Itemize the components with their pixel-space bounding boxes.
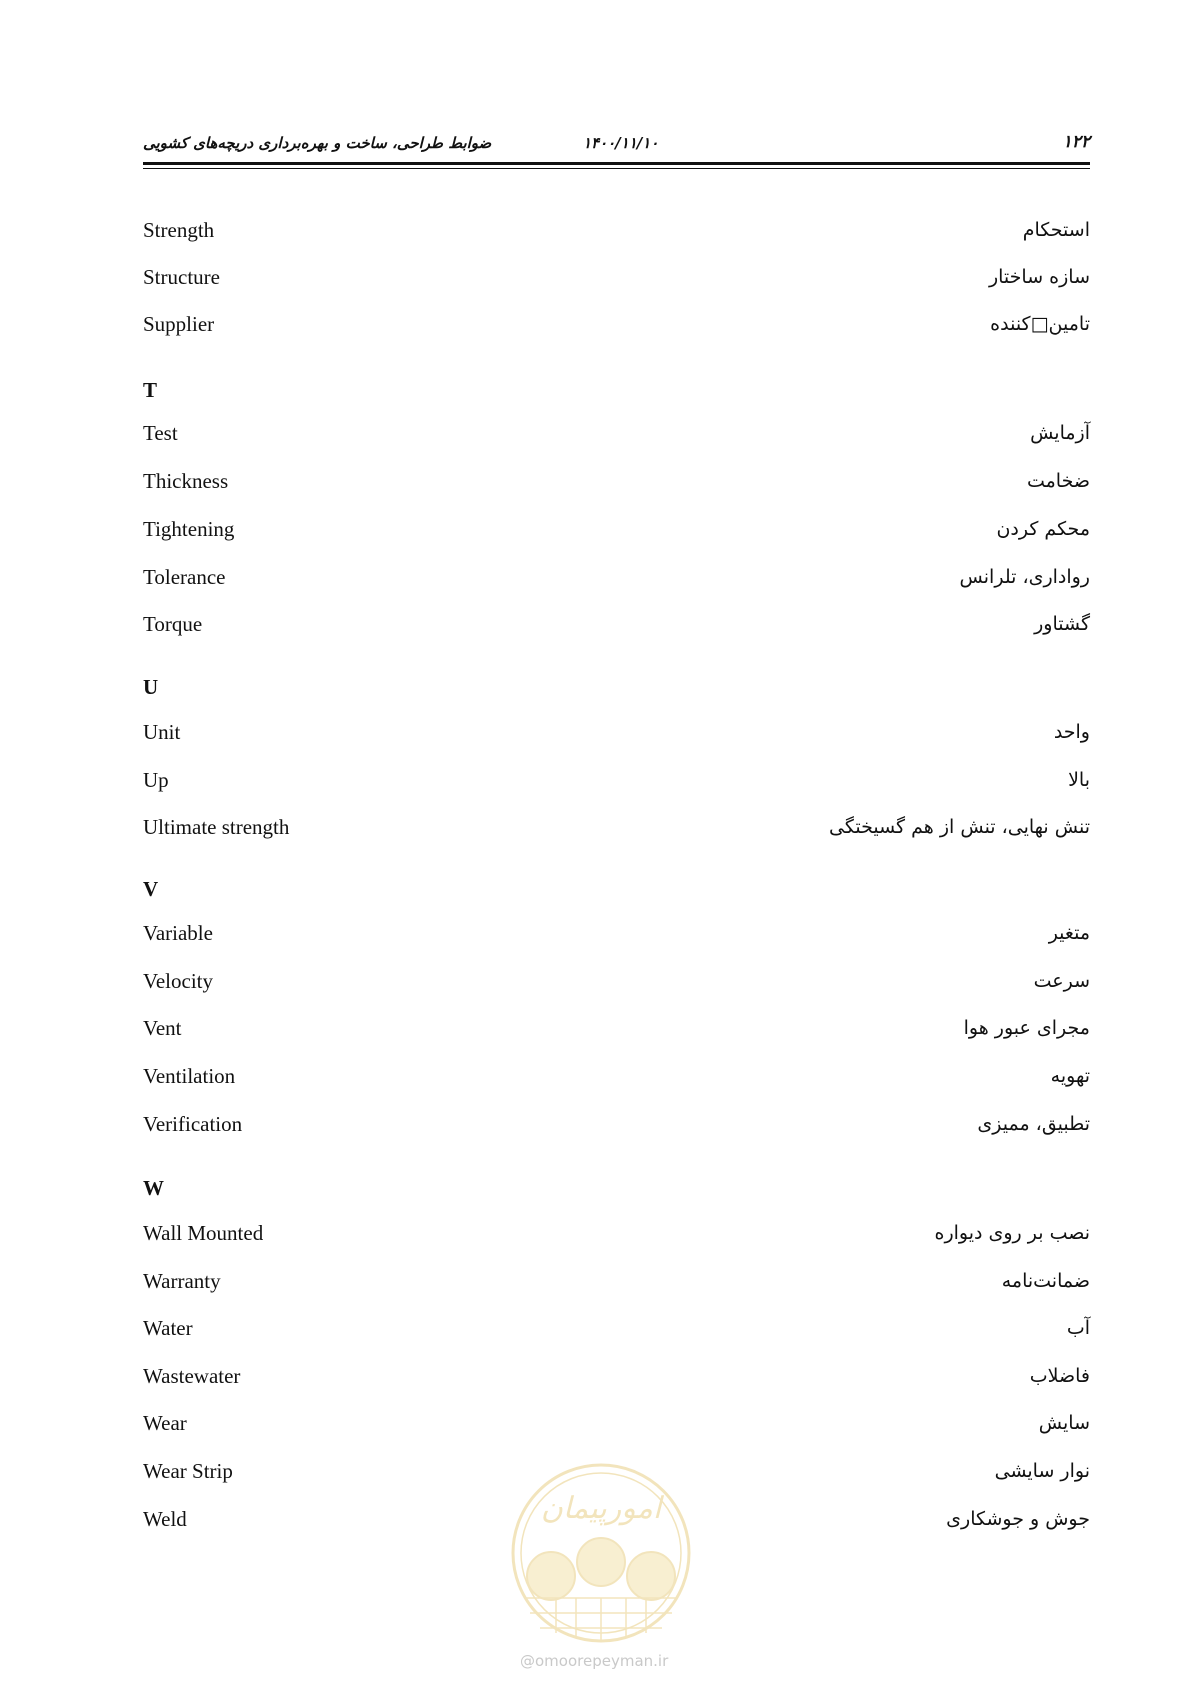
section-letter: T (143, 378, 158, 402)
term-persian: نوار سایشی (994, 1460, 1090, 1482)
term-persian: آب (1066, 1317, 1090, 1339)
term-persian: رواداری، تلرانس (959, 566, 1090, 588)
term-persian: تامین□کننده (990, 313, 1090, 335)
term-english: Unit (143, 720, 181, 744)
glossary-entry (143, 309, 1090, 339)
term-english: Thickness (143, 469, 229, 493)
glossary-entry (143, 918, 1090, 948)
glossary-entry (143, 717, 1090, 747)
term-persian: محکم کردن (996, 518, 1090, 540)
glossary-entry (143, 514, 1090, 544)
term-persian: گشتاور (1034, 613, 1090, 635)
term-english: Variable (143, 921, 213, 945)
term-persian: نصب بر روی دیواره (934, 1222, 1090, 1244)
term-persian: تهویه (1050, 1065, 1090, 1087)
glossary-entry (143, 609, 1090, 639)
term-persian: بالا (1068, 769, 1090, 791)
glossary-entry (143, 418, 1090, 448)
term-english: Tightening (143, 517, 235, 541)
term-persian: سایش (1038, 1412, 1090, 1434)
term-english: Up (143, 768, 169, 792)
glossary-entry (143, 1266, 1090, 1296)
term-english: Warranty (143, 1269, 221, 1293)
term-english: Wear (143, 1411, 187, 1435)
term-persian: واحد (1053, 721, 1090, 743)
term-persian: استحکام (1022, 219, 1090, 241)
term-persian: سرعت (1033, 970, 1090, 992)
term-english: Test (143, 421, 178, 445)
term-persian: تنش نهایی، تنش از هم گسیختگی (829, 816, 1090, 838)
term-english: Wastewater (143, 1364, 241, 1388)
term-persian: تطبیق، ممیزی (977, 1113, 1090, 1135)
term-persian: سازه ساختار (988, 266, 1090, 288)
term-persian: ضمانت‌نامه (1001, 1270, 1090, 1292)
glossary-list (143, 0, 1090, 1684)
term-english: Wear Strip (143, 1459, 233, 1483)
term-english: Strength (143, 218, 215, 242)
document-title: ضوابط طراحی، ساخت و بهره‌برداری دریچه‌های کشویی (143, 134, 492, 152)
term-persian: جوش و جوشکاری (946, 1508, 1090, 1530)
watermark-logo-text: امورپیمان (540, 1491, 662, 1526)
glossary-entry (143, 562, 1090, 592)
section-letter: V (143, 877, 159, 901)
glossary-entry (143, 1013, 1090, 1043)
term-persian: آزمایش (1030, 422, 1090, 444)
term-english: Ventilation (143, 1064, 236, 1088)
glossary-entry (143, 1109, 1090, 1139)
term-persian: ضخامت (1026, 470, 1090, 492)
term-english: Supplier (143, 312, 215, 336)
page-number: ۱۲۲ (1062, 132, 1090, 152)
term-english: Water (143, 1316, 193, 1340)
glossary-entry (143, 1408, 1090, 1438)
term-english: Structure (143, 265, 220, 289)
watermark-logo-icon (506, 1458, 696, 1668)
glossary-entry (143, 215, 1090, 245)
watermark-url: @omoorepeyman.ir (520, 1652, 669, 1670)
term-english: Vent (143, 1016, 182, 1040)
term-english: Weld (143, 1507, 187, 1531)
section-letter: U (143, 675, 159, 699)
glossary-entry (143, 812, 1090, 842)
term-english: Wall Mounted (143, 1221, 264, 1245)
term-english: Tolerance (143, 565, 226, 589)
term-persian: مجرای عبور هوا (963, 1017, 1090, 1039)
document-date: ۱۴۰۰/۱۱/۱۰ (583, 134, 659, 152)
glossary-entry (143, 1061, 1090, 1091)
glossary-entry (143, 1313, 1090, 1343)
term-english: Ultimate strength (143, 815, 290, 839)
term-persian: متغیر (1048, 922, 1090, 944)
term-english: Torque (143, 612, 203, 636)
glossary-entry (143, 262, 1090, 292)
term-english: Verification (143, 1112, 243, 1136)
glossary-entry (143, 1218, 1090, 1248)
glossary-entry (143, 765, 1090, 795)
section-letter: W (143, 1176, 164, 1200)
glossary-entry (143, 466, 1090, 496)
term-english: Velocity (143, 969, 213, 993)
glossary-entry (143, 1361, 1090, 1391)
glossary-entry (143, 966, 1090, 996)
term-persian: فاضلاب (1029, 1365, 1090, 1387)
